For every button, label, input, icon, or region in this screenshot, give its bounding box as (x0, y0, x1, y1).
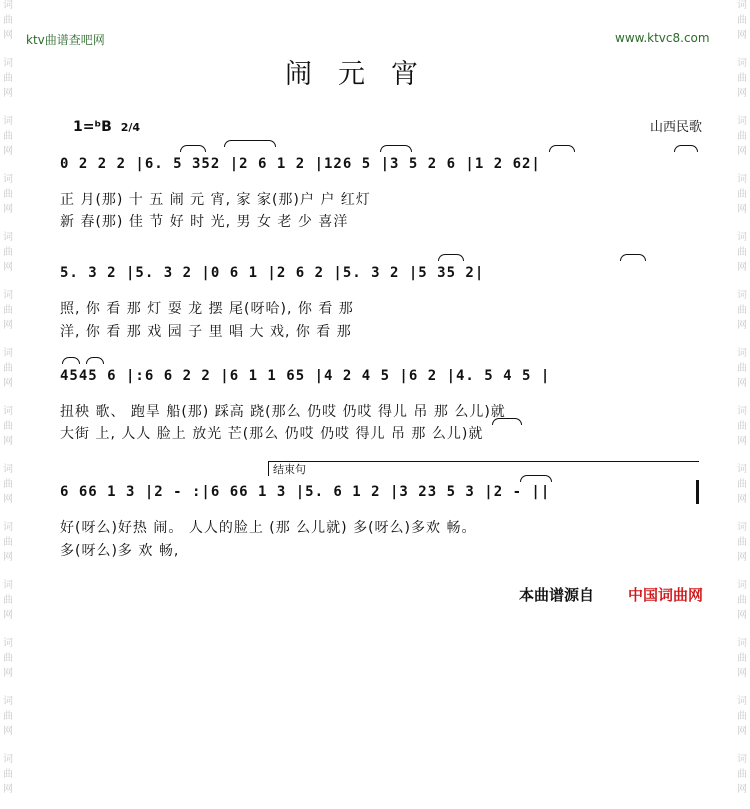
watermark-gap (734, 741, 750, 751)
watermark-gap (0, 509, 16, 519)
watermark-glyph: 词 (737, 58, 747, 69)
slur-mark (620, 254, 646, 261)
watermark-glyph: 词 (737, 0, 747, 11)
watermark-glyph: 网 (737, 552, 747, 563)
slur-mark (86, 357, 104, 364)
right-watermark-strip (734, 0, 750, 795)
watermark-gap (734, 625, 750, 635)
watermark-glyph: 曲 (737, 363, 747, 374)
site-url-right: www.ktvc8.com (615, 31, 710, 45)
watermark-glyph: 网 (737, 378, 747, 389)
watermark-glyph: 曲 (3, 653, 13, 664)
watermark-glyph: 网 (3, 320, 13, 331)
slur-mark (224, 140, 276, 147)
watermark-glyph: 曲 (3, 769, 13, 780)
source-brand-link[interactable]: 中国词曲网 (628, 586, 704, 604)
watermark-glyph: 曲 (737, 769, 747, 780)
watermark-gap (734, 509, 750, 519)
watermark-glyph: 网 (737, 204, 747, 215)
watermark-glyph: 网 (737, 262, 747, 273)
watermark-glyph: 网 (3, 668, 13, 679)
slur-mark (492, 418, 522, 425)
song-title: 闹元宵 (285, 59, 444, 90)
watermark-glyph: 词 (737, 754, 747, 765)
watermark-glyph: 网 (3, 726, 13, 737)
watermark-gap (734, 103, 750, 113)
watermark-gap (734, 277, 750, 287)
watermark-glyph: 网 (3, 610, 13, 621)
watermark-gap (0, 451, 16, 461)
slur-mark (380, 145, 412, 152)
watermark-gap (0, 393, 16, 403)
watermark-glyph: 曲 (737, 247, 747, 258)
watermark-glyph: 网 (3, 146, 13, 157)
slur-mark (62, 357, 80, 364)
watermark-gap (0, 103, 16, 113)
watermark-glyph: 曲 (737, 537, 747, 548)
watermark-glyph: 词 (3, 348, 13, 359)
watermark-glyph: 词 (737, 638, 747, 649)
watermark-glyph: 网 (737, 88, 747, 99)
watermark-glyph: 曲 (737, 131, 747, 142)
key-text: 1=ᵇB (73, 119, 112, 135)
watermark-glyph: 词 (3, 638, 13, 649)
watermark-glyph: 词 (3, 580, 13, 591)
watermark-gap (734, 161, 750, 171)
watermark-glyph: 曲 (737, 73, 747, 84)
song-origin: 山西民歌 (650, 120, 703, 135)
watermark-glyph: 曲 (3, 15, 13, 26)
watermark-glyph: 网 (3, 204, 13, 215)
watermark-glyph: 词 (737, 580, 747, 591)
watermark-gap (0, 625, 16, 635)
watermark-glyph: 曲 (3, 711, 13, 722)
system-2-notes: 5. 3 2 |5. 3 2 |0 6 1 |2 6 2 |5. 3 2 |5 35 2| (60, 265, 485, 281)
watermark-gap (0, 45, 16, 55)
watermark-glyph: 词 (737, 116, 747, 127)
source-label: 本曲谱源自 (519, 586, 595, 604)
system-2-lyric-1: 照, 你 看 那 灯 耍 龙 摆 尾(呀哈), 你 看 那 (60, 301, 354, 317)
watermark-gap (734, 451, 750, 461)
watermark-glyph: 词 (3, 522, 13, 533)
watermark-glyph: 曲 (737, 305, 747, 316)
watermark-glyph: 词 (3, 116, 13, 127)
watermark-glyph: 曲 (737, 595, 747, 606)
watermark-glyph: 词 (3, 232, 13, 243)
system-4-lyric-1: 好(呀么)好热 闹。 人人的脸上 (那 么儿就) 多(呀么)多欢 畅。 (60, 520, 477, 536)
watermark-glyph: 曲 (3, 479, 13, 490)
slur-mark (520, 475, 552, 482)
site-name-left: ktv曲谱查吧网 (26, 33, 105, 47)
watermark-gap (0, 277, 16, 287)
watermark-glyph: 网 (3, 378, 13, 389)
watermark-glyph: 曲 (3, 595, 13, 606)
watermark-gap (734, 393, 750, 403)
slur-mark (674, 145, 698, 152)
final-barline (696, 480, 699, 504)
watermark-glyph: 网 (737, 726, 747, 737)
slur-mark (438, 254, 464, 261)
watermark-glyph: 词 (3, 696, 13, 707)
watermark-gap (0, 567, 16, 577)
watermark-glyph: 网 (3, 784, 13, 795)
system-4-lyric-2: 多(呀么)多 欢 畅, (60, 543, 180, 559)
system-3-notes: 4545 6 |:6 6 2 2 |6 1 1 65 |4 2 4 5 |6 2 |4. 5 4 5 | (60, 368, 551, 384)
slur-mark (180, 145, 206, 152)
watermark-glyph: 网 (737, 146, 747, 157)
system-1-lyric-1: 正 月(那) 十 五 闹 元 宵, 家 家(那)户 户 红灯 (60, 192, 371, 208)
watermark-gap (0, 219, 16, 229)
watermark-glyph: 词 (3, 58, 13, 69)
watermark-glyph: 词 (737, 348, 747, 359)
watermark-glyph: 网 (737, 436, 747, 447)
watermark-glyph: 曲 (3, 537, 13, 548)
watermark-glyph: 词 (3, 754, 13, 765)
time-signature: 2/4 (120, 121, 141, 134)
watermark-glyph: 网 (737, 494, 747, 505)
watermark-glyph: 网 (3, 494, 13, 505)
watermark-glyph: 词 (737, 464, 747, 475)
watermark-gap (734, 219, 750, 229)
watermark-gap (0, 161, 16, 171)
watermark-glyph: 网 (3, 552, 13, 563)
watermark-glyph: 词 (3, 174, 13, 185)
watermark-glyph: 网 (737, 30, 747, 41)
watermark-glyph: 曲 (737, 189, 747, 200)
watermark-glyph: 词 (737, 232, 747, 243)
system-3-lyric-1: 扭秧 歌、 跑旱 船(那) 踩高 跷(那么 仍哎 仍哎 得儿 吊 那 么儿)就 (60, 404, 506, 420)
watermark-glyph: 网 (737, 320, 747, 331)
watermark-gap (0, 335, 16, 345)
watermark-glyph: 曲 (737, 711, 747, 722)
watermark-glyph: 曲 (3, 363, 13, 374)
watermark-glyph: 词 (3, 290, 13, 301)
watermark-glyph: 网 (737, 784, 747, 795)
system-3-lyric-2: 大街 上, 人人 脸上 放光 芒(那么 仍哎 仍哎 得儿 吊 那 么儿)就 (60, 426, 484, 442)
watermark-gap (734, 45, 750, 55)
watermark-glyph: 网 (737, 668, 747, 679)
watermark-gap (734, 683, 750, 693)
watermark-glyph: 网 (3, 88, 13, 99)
watermark-glyph: 词 (737, 174, 747, 185)
watermark-gap (0, 741, 16, 751)
watermark-glyph: 曲 (737, 653, 747, 664)
system-4-notes: 6 66 1 3 |2 - :|6 66 1 3 |5. 6 1 2 |3 23 5 3 |2 - || (60, 484, 551, 500)
ending-bracket (268, 461, 699, 476)
watermark-gap (734, 567, 750, 577)
system-2-lyric-2: 洋, 你 看 那 戏 园 子 里 唱 大 戏, 你 看 那 (60, 324, 352, 340)
watermark-glyph: 词 (737, 696, 747, 707)
watermark-glyph: 词 (3, 0, 13, 11)
watermark-glyph: 词 (737, 406, 747, 417)
watermark-gap (734, 799, 750, 809)
watermark-glyph: 曲 (3, 421, 13, 432)
watermark-glyph: 词 (3, 406, 13, 417)
watermark-glyph: 曲 (3, 305, 13, 316)
watermark-glyph: 词 (737, 522, 747, 533)
watermark-glyph: 词 (3, 464, 13, 475)
watermark-glyph: 曲 (3, 73, 13, 84)
watermark-glyph: 词 (737, 290, 747, 301)
watermark-glyph: 曲 (737, 421, 747, 432)
watermark-glyph: 网 (3, 262, 13, 273)
watermark-glyph: 网 (3, 436, 13, 447)
system-1-lyric-2: 新 春(那) 佳 节 好 时 光, 男 女 老 少 喜洋 (60, 214, 349, 230)
ending-label: 结束句 (273, 463, 306, 476)
watermark-glyph: 网 (737, 610, 747, 621)
key-signature (73, 119, 140, 135)
watermark-glyph: 曲 (3, 131, 13, 142)
system-1-notes: 0 2 2 2 |6. 5 352 |2 6 1 2 |126 5 |3 5 2 6 |1 2 62| (60, 156, 541, 172)
watermark-glyph: 曲 (3, 189, 13, 200)
watermark-gap (734, 335, 750, 345)
watermark-glyph: 网 (3, 30, 13, 41)
watermark-glyph: 曲 (737, 479, 747, 490)
slur-mark (549, 145, 575, 152)
watermark-glyph: 曲 (737, 15, 747, 26)
left-watermark-strip (0, 0, 16, 795)
watermark-glyph: 曲 (3, 247, 13, 258)
watermark-gap (0, 683, 16, 693)
watermark-gap (0, 799, 16, 809)
